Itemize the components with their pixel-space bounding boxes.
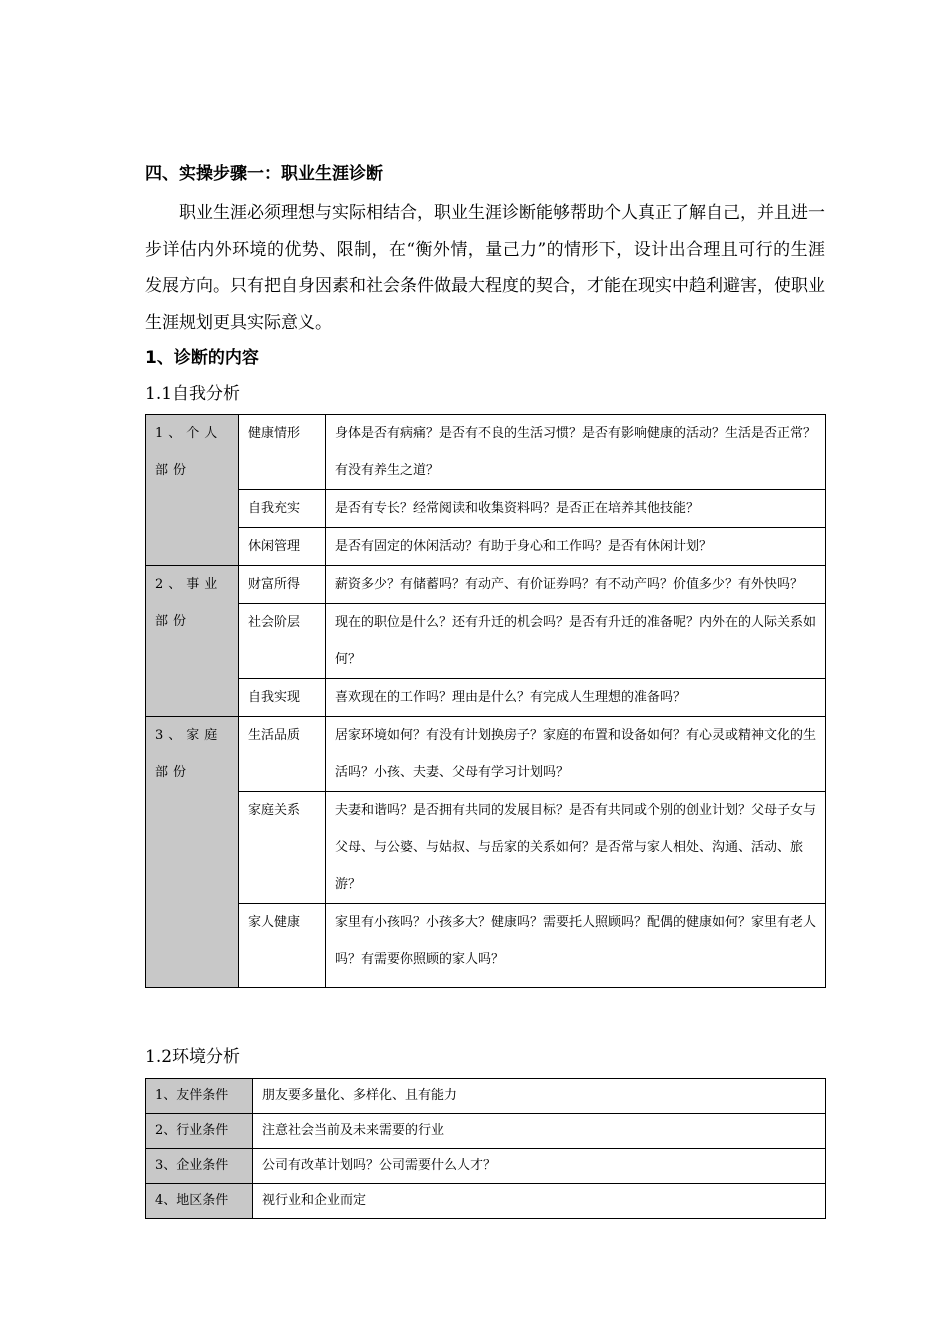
- table-row: [146, 679, 826, 717]
- intro-paragraph: 职业生涯必须理想与实际相结合，职业生涯诊断能够帮助个人真正了解自己，并且进一步详估内外环境的优势、限制，在“衡外情，量己力”的情形下，设计出合理且可行的生涯发展方向。只有把自身因素和社会条件做最大程度的契合，才能在现实中趋利避害，使职业生涯规划更具实际意义。: [145, 203, 825, 333]
- desc-cell: 身体是否有病痛？是否有不良的生活习惯？是否有影响健康的活动？生活是否正常？有没有养生之道？: [326, 415, 826, 490]
- table-row: [146, 415, 826, 490]
- item-cell: 自我实现: [239, 679, 326, 717]
- section-title: 四、实操步骤一：职业生涯诊断: [145, 164, 383, 184]
- env-analysis-title: 1.2环境分析: [145, 1047, 241, 1067]
- item-cell: 休闲管理: [239, 528, 326, 566]
- item-cell: 自我充实: [239, 490, 326, 528]
- subsection-title: 1、诊断的内容: [145, 348, 259, 368]
- table-row: [146, 1149, 826, 1184]
- item-cell: 家庭关系: [239, 792, 326, 904]
- table-row: [146, 528, 826, 566]
- self-analysis-table: [145, 414, 826, 988]
- desc-cell: 家里有小孩吗？小孩多大？健康吗？需要托人照顾吗？配偶的健康如何？家里有老人吗？有需要你照顾的家人吗？: [326, 904, 826, 988]
- category-cell: 2、行业条件: [146, 1114, 253, 1149]
- table-row: [146, 1184, 826, 1219]
- desc-cell: 薪资多少？有储蓄吗？有动产、有价证券吗？有不动产吗？价值多少？有外快吗？: [326, 566, 826, 604]
- env-analysis-table: [145, 1078, 826, 1219]
- item-cell: 生活品质: [239, 717, 326, 792]
- self-analysis-title: 1.1自我分析: [145, 384, 241, 404]
- item-cell: 社会阶层: [239, 604, 326, 679]
- desc-cell: 视行业和企业而定: [253, 1184, 826, 1219]
- table-row: [146, 792, 826, 904]
- table-row: [146, 904, 826, 988]
- desc-cell: 公司有改革计划吗？公司需要什么人才？: [253, 1149, 826, 1184]
- table-row: [146, 1114, 826, 1149]
- desc-cell: 是否有专长？经常阅读和收集资料吗？是否正在培养其他技能？: [326, 490, 826, 528]
- desc-cell: 夫妻和谐吗？是否拥有共同的发展目标？是否有共同或个别的创业计划？父母子女与父母、与公婆、与姑叔、与岳家的关系如何？是否常与家人相处、沟通、活动、旅游？: [326, 792, 826, 904]
- desc-cell: 注意社会当前及未来需要的行业: [253, 1114, 826, 1149]
- table-row: [146, 1079, 826, 1114]
- desc-cell: 喜欢现在的工作吗？理由是什么？有完成人生理想的准备吗？: [326, 679, 826, 717]
- item-cell: 财富所得: [239, 566, 326, 604]
- category-cell: 3、企业条件: [146, 1149, 253, 1184]
- category-cell: 4、地区条件: [146, 1184, 253, 1219]
- table-row: [146, 566, 826, 604]
- item-cell: 家人健康: [239, 904, 326, 988]
- desc-cell: 居家环境如何？有没有计划换房子？家庭的布置和设备如何？有心灵或精神文化的生活吗？小孩、夫妻、父母有学习计划吗？: [326, 717, 826, 792]
- table-row: [146, 490, 826, 528]
- desc-cell: 现在的职位是什么？还有升迁的机会吗？是否有升迁的准备呢？内外在的人际关系如何？: [326, 604, 826, 679]
- category-cell: 2、事业部份: [146, 566, 239, 717]
- item-cell: 健康情形: [239, 415, 326, 490]
- category-cell: 1、个人部份: [146, 415, 239, 566]
- category-cell: 1、友伴条件: [146, 1079, 253, 1114]
- desc-cell: 是否有固定的休闲活动？有助于身心和工作吗？是否有休闲计划？: [326, 528, 826, 566]
- table-row: [146, 717, 826, 792]
- table-row: [146, 604, 826, 679]
- desc-cell: 朋友要多量化、多样化、且有能力: [253, 1079, 826, 1114]
- category-cell: 3、家庭部份: [146, 717, 239, 988]
